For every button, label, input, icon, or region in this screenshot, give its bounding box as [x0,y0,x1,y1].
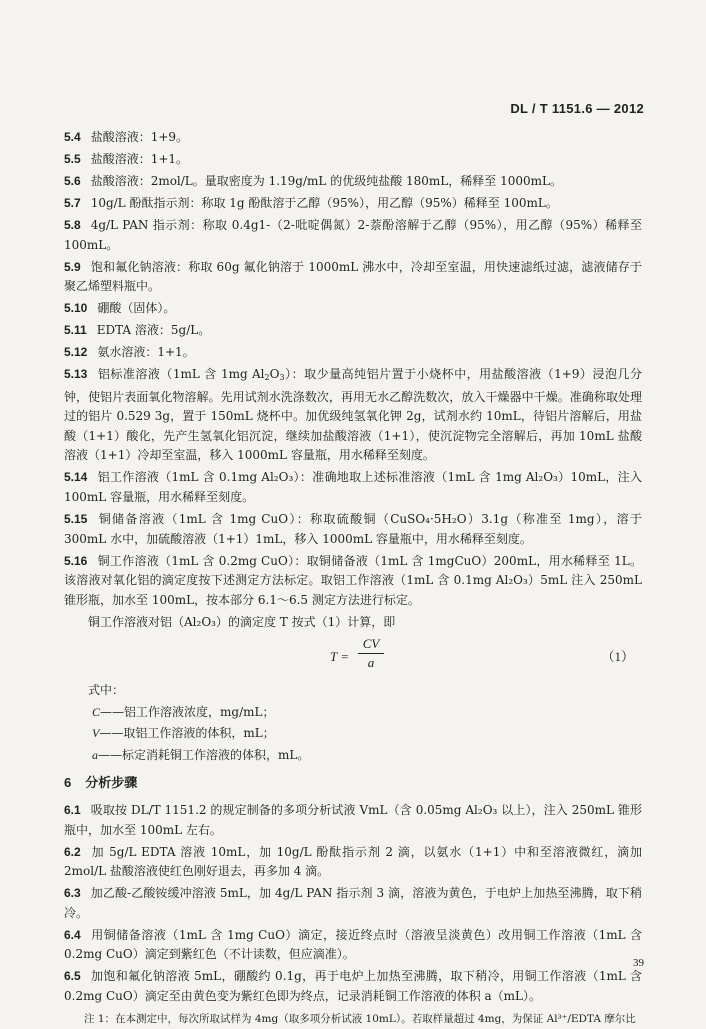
formula-intro: 铜工作溶液对铝（Al₂O₃）的滴定度 T 按式（1）计算，即 [88,614,396,629]
standard-id-header: DL / T 1151.6 — 2012 [510,101,644,116]
note-1: 注 1：在本测定中，每次所取试样为 4mg（取多项分析试液 10mL）。若取样量超过 4mg，为保证 Al³⁺/EDTA 摩尔比 [84,1012,636,1025]
item-5-14: 5.14 铝工作溶液（1mL 含 0.1mg Al₂O₃）：准确地取上述标准溶液（1mL 含 1mg Al₂O₃）10mL，注入 100mL 容量瓶，用水稀释至刻度。 [64,470,642,504]
item-5-6: 5.6 盐酸溶液：2mol/L。量取密度为 1.19g/mL 的优级纯盐酸 180mL，稀释至 1000mL。 [64,173,562,188]
formula-denominator: a [367,654,375,670]
page-content [64,128,642,1029]
item-5-12: 5.12 氨水溶液：1+1。 [64,345,195,360]
variable-a: a——标定消耗铜工作溶液的体积，mL。 [92,747,310,762]
item-5-11: 5.11 EDTA 溶液：5g/L。 [64,323,211,338]
step-6-3: 6.3 加乙酸-乙酸铵缓冲溶液 5mL，加 4g/L PAN 指示剂 3 滴，溶液为黄色，于电炉上加热至沸腾，取下稍冷。 [64,886,642,920]
titer-formula [64,635,642,675]
item-5-9: 5.9 饱和氟化钠溶液：称取 60g 氟化钠溶于 1000mL 沸水中，冷却至室温，用快速滤纸过滤，滤液储存于聚乙烯塑料瓶中。 [64,259,642,294]
item-5-5: 5.5 盐酸溶液：1+1。 [64,151,189,166]
step-6-1: 6.1 吸取按 DL/T 1151.2 的规定制备的多项分析试液 VmL（含 0.05mg Al₂O₃ 以上），注入 250mL 锥形瓶中，加水至 100mL 左右。 [64,803,642,837]
item-5-13: 5.13 铝标准溶液（1mL 含 1mg $Al_2O_3$）：取少量高纯铝片置于小烧杯中，用盐酸溶液（1+9）浸泡几分钟，使铝片表面氧化物溶解。先用试剂水洗涤数次，再用无水乙醇洗数次，放入干燥器中干燥。准确称取处理过的铝片 0.529 3g，置于 150mL 烧杯中。加优级纯氢氧化钾 2g，试剂水约 10mL，待铝片溶解后，用盐酸（1+1）酸化，先产生氢氧化铝沉淀，继续加盐酸溶液（1+1），使沉淀物完全溶解后，再加 10mL 盐酸溶液（1+1）冷却至室温，移入 1000mL 容量瓶，用水稀释至刻度。 [64,367,642,463]
step-6-5: 6.5 加饱和氟化钠溶液 5mL，硼酸约 0.1g，再于电炉上加热至沸腾，取下稍冷，用铜工作溶液（1mL 含 0.2mg CuO）滴定至由黄色变为紫红色即为终点，记录消耗铜工作溶液的体积 a（mL）。 [64,969,642,1003]
formula-fraction [358,635,384,672]
item-5-4: 5.4 盐酸溶液：1+9。 [64,130,189,144]
item-5-8: 5.8 4g/L PAN 指示剂：称取 0.4g1-（2-吡啶偶氮）2-萘酚溶解于乙醇（95%），用乙醇（95%）稀释至 100mL。 [64,217,642,252]
step-6-2: 6.2 加 5g/L EDTA 溶液 10mL，加 10g/L 酚酞指示剂 2 滴，以氨水（1+1）中和至溶液微红，滴加 2mol/L 盐酸溶液使红色刚好退去，再多加 4 滴。 [64,844,642,879]
item-5-16: 5.16 铜工作溶液（1mL 含 0.2mg CuO）：取铜储备液（1mL 含 1mgCuO）200mL，用水稀释至 1L。该溶液对氧化铝的滴定度按下述测定方法标定。取铝工作溶液（1mL 含 0.1mg Al₂O₃）5mL 注入 250mL 锥形瓶，加水至 100mL，按本部分 6.1～6.5 测定方法进行标定。 [64,553,642,607]
section-6-heading: 6 分析步骤 [64,775,138,791]
page-number: 39 [633,957,644,969]
item-5-7: 5.7 10g/L 酚酞指示剂：称取 1g 酚酞溶于乙醇（95%），用乙醇（95%）稀释至 100mL。 [64,195,558,210]
variable-v: V——取铝工作溶液的体积，mL； [92,726,275,741]
variable-c: C——铝工作溶液浓度，mg/mL； [92,704,275,719]
where-label: 式中： [88,682,125,697]
item-5-15: 5.15 铜储备溶液（1mL 含 1mg CuO）：称取硫酸铜（CuSO₄·5H₂O）3.1g（称准至 1mg），溶于 300mL 水中，加硫酸溶液（1+1）1mL，移入 1000mL 容量瓶中，用水稀释至刻度。 [64,511,642,546]
equation-number: （1） [601,648,634,664]
formula-numerator: CV [358,635,384,654]
formula-lhs: T = [330,648,350,664]
step-6-4: 6.4 用铜储备溶液（1mL 含 1mg CuO）滴定，接近终点时（溶液呈淡黄色）改用铜工作溶液（1mL 含 0.2mg CuO）滴定到紫红色（不计读数，但应滴准）。 [64,927,642,962]
item-5-10: 5.10 硼酸（固体）。 [64,301,176,316]
